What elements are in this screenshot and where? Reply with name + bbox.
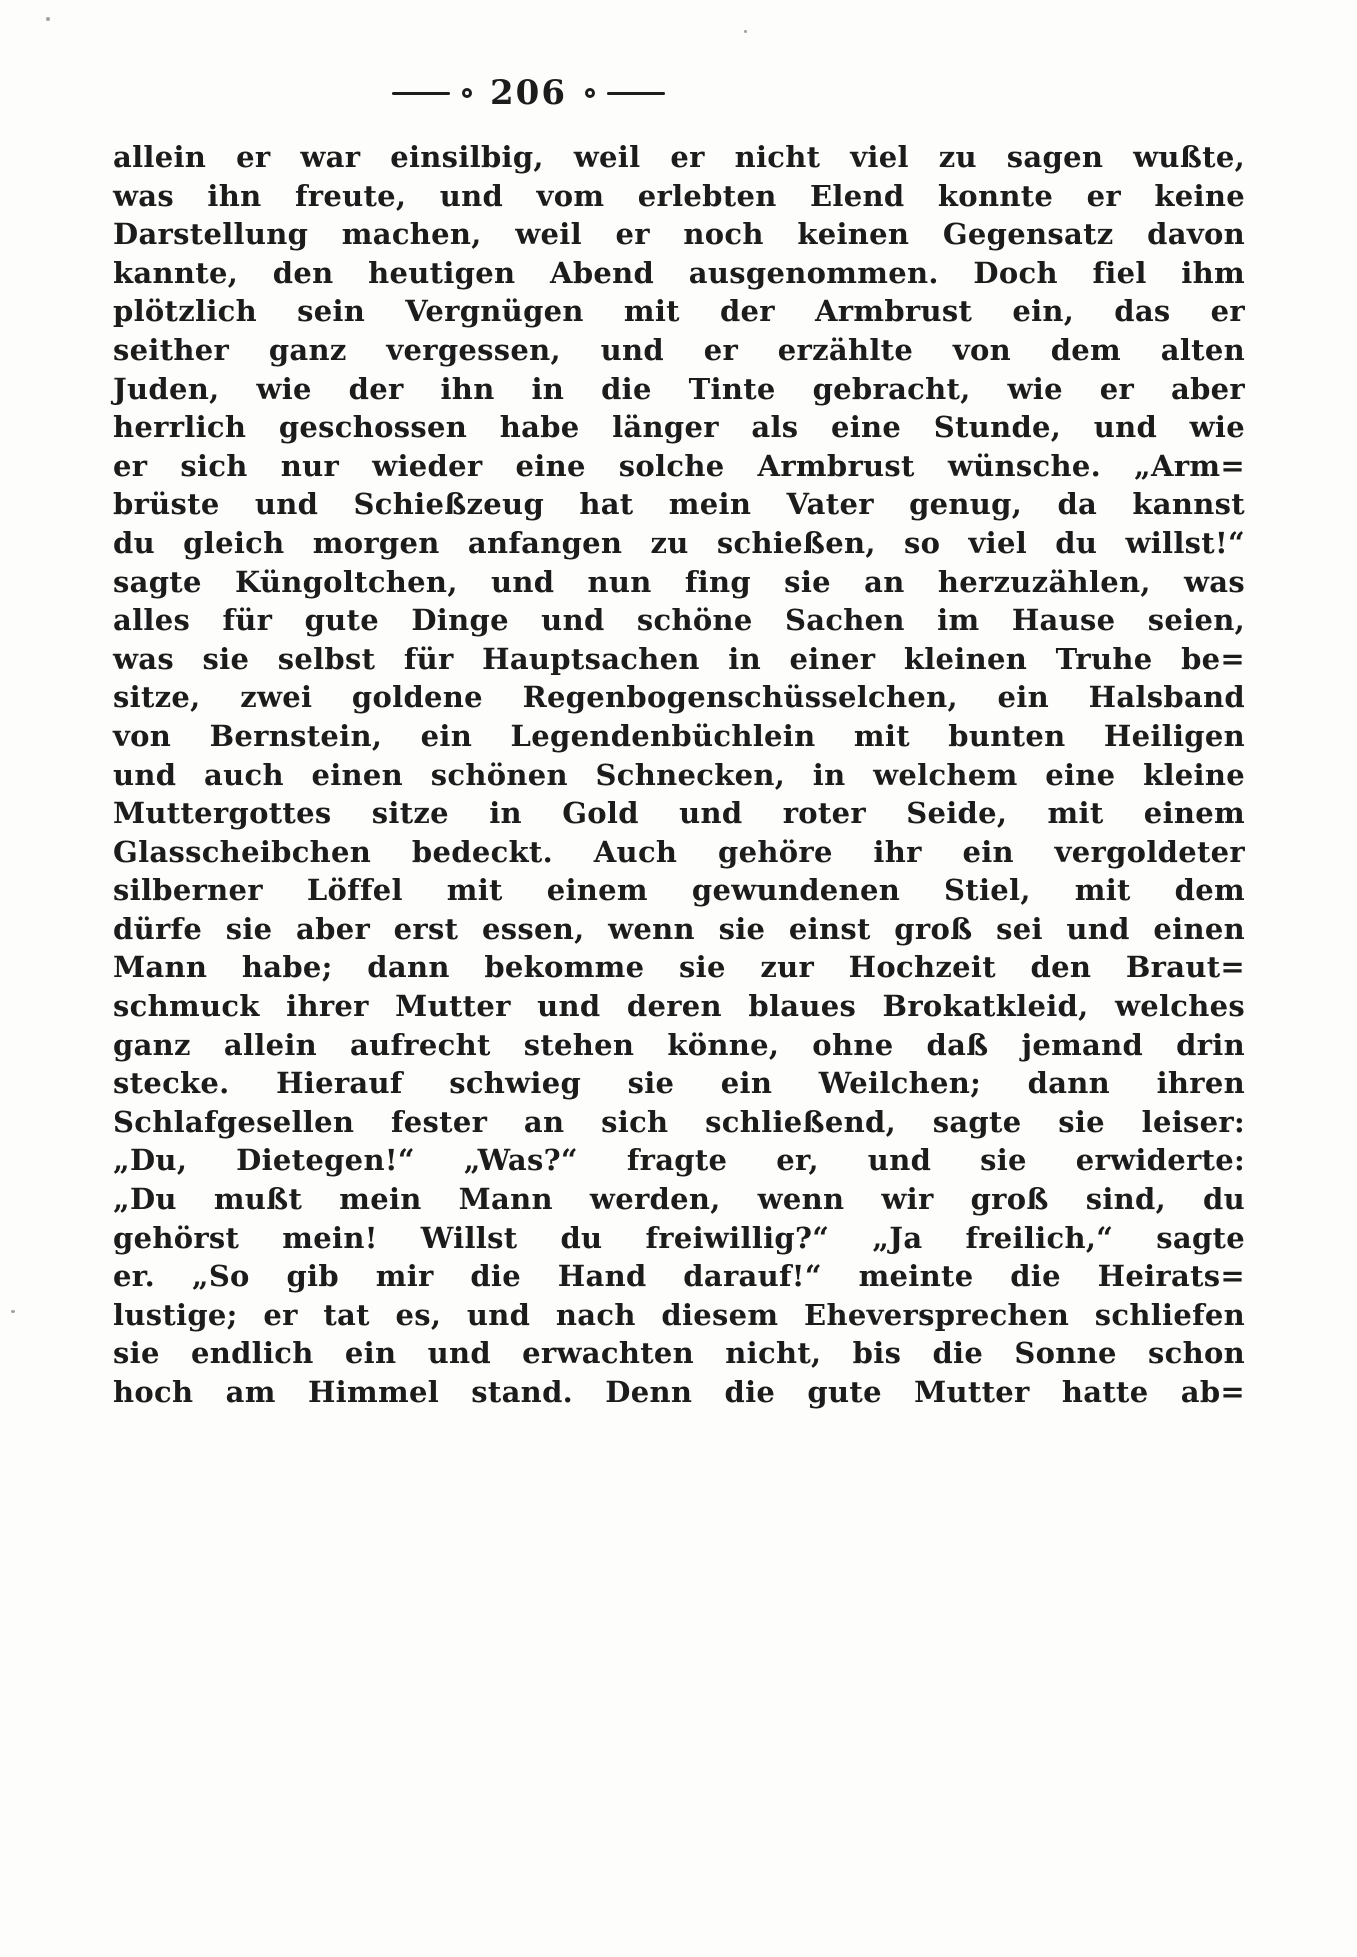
text-line: Schlafgesellen fester an sich schließend, sagte sie leiser: <box>113 1104 1245 1139</box>
scan-speck <box>46 17 50 21</box>
text-line: gehörst mein! Willst du freiwillig?“ „Ja freilich,“ sagte <box>113 1220 1245 1255</box>
text-line: hoch am Himmel stand. Denn die gute Mutter hatte ab= <box>113 1375 1245 1409</box>
text-line: allein er war einsilbig, weil er nicht viel zu sagen wußte, <box>113 140 1245 174</box>
text-line: brüste und Schießzeug hat mein Vater genug, da kannst <box>113 487 1245 522</box>
text-line: Juden, wie der ihn in die Tinte gebracht, wie er aber <box>113 371 1245 406</box>
text-line: sagte Küngoltchen, und nun fing sie an herzuzählen, was <box>113 564 1245 599</box>
header-rule-left <box>392 92 450 95</box>
text-line: was sie selbst für Hauptsachen in einer kleinen Truhe be= <box>113 641 1245 676</box>
text-line: er sich nur wieder eine solche Armbrust wünsche. „Arm= <box>113 448 1245 483</box>
text-line: „Du, Dietegen!“ „Was?“ fragte er, und sie erwiderte: <box>113 1143 1245 1178</box>
text-line: und auch einen schönen Schnecken, in welchem eine kleine <box>113 757 1245 792</box>
page-number: 206 <box>490 73 567 113</box>
text-line: Mann habe; dann bekomme sie zur Hochzeit den Braut= <box>113 950 1245 985</box>
text-line: ganz allein aufrecht stehen könne, ohne daß jemand drin <box>113 1027 1245 1062</box>
text-line: dürfe sie aber erst essen, wenn sie einst groß sei und einen <box>113 911 1245 946</box>
scan-speck <box>744 30 747 33</box>
body-text <box>113 138 1245 1412</box>
text-line: seither ganz vergessen, und er erzählte von dem alten <box>113 332 1245 367</box>
text-line: herrlich geschossen habe länger als eine Stunde, und wie <box>113 410 1245 445</box>
text-line: „Du mußt mein Mann werden, wenn wir groß sind, du <box>113 1182 1245 1217</box>
text-line: Glasscheibchen bedeckt. Auch gehöre ihr ein vergoldeter <box>113 834 1245 869</box>
text-line: plötzlich sein Vergnügen mit der Armbrust ein, das er <box>113 294 1245 329</box>
text-line: lustige; er tat es, und nach diesem Eheversprechen schliefen <box>113 1297 1245 1332</box>
header-ornament-circle-right <box>585 88 595 98</box>
text-line: kannte, den heutigen Abend ausgenommen. Doch fiel ihm <box>113 255 1245 290</box>
text-line: was ihn freute, und vom erlebten Elend konnte er keine <box>113 178 1245 213</box>
text-line: sie endlich ein und erwachten nicht, bis die Sonne schon <box>113 1336 1245 1371</box>
header-ornament-circle-left <box>462 88 472 98</box>
text-line: Darstellung machen, weil er noch keinen Gegensatz davon <box>113 217 1245 252</box>
text-line: schmuck ihrer Mutter und deren blaues Brokatkleid, welches <box>113 989 1245 1024</box>
scan-speck <box>11 1310 15 1313</box>
text-line: Muttergottes sitze in Gold und roter Seide, mit einem <box>113 796 1245 831</box>
text-line: von Bernstein, ein Legendenbüchlein mit bunten Heiligen <box>113 718 1245 753</box>
text-line: alles für gute Dinge und schöne Sachen im Hause seien, <box>113 603 1245 638</box>
text-line: sitze, zwei goldene Regenbogenschüsselchen, ein Halsband <box>113 680 1245 715</box>
text-line: silberner Löffel mit einem gewundenen Stiel, mit dem <box>113 873 1245 908</box>
page-header <box>0 73 1207 113</box>
text-line: stecke. Hierauf schwieg sie ein Weilchen; dann ihren <box>113 1066 1245 1101</box>
header-rule-right <box>607 92 665 95</box>
text-line: du gleich morgen anfangen zu schießen, so viel du willst!“ <box>113 525 1245 560</box>
text-line: er. „So gib mir die Hand darauf!“ meinte die Heirats= <box>113 1259 1245 1294</box>
